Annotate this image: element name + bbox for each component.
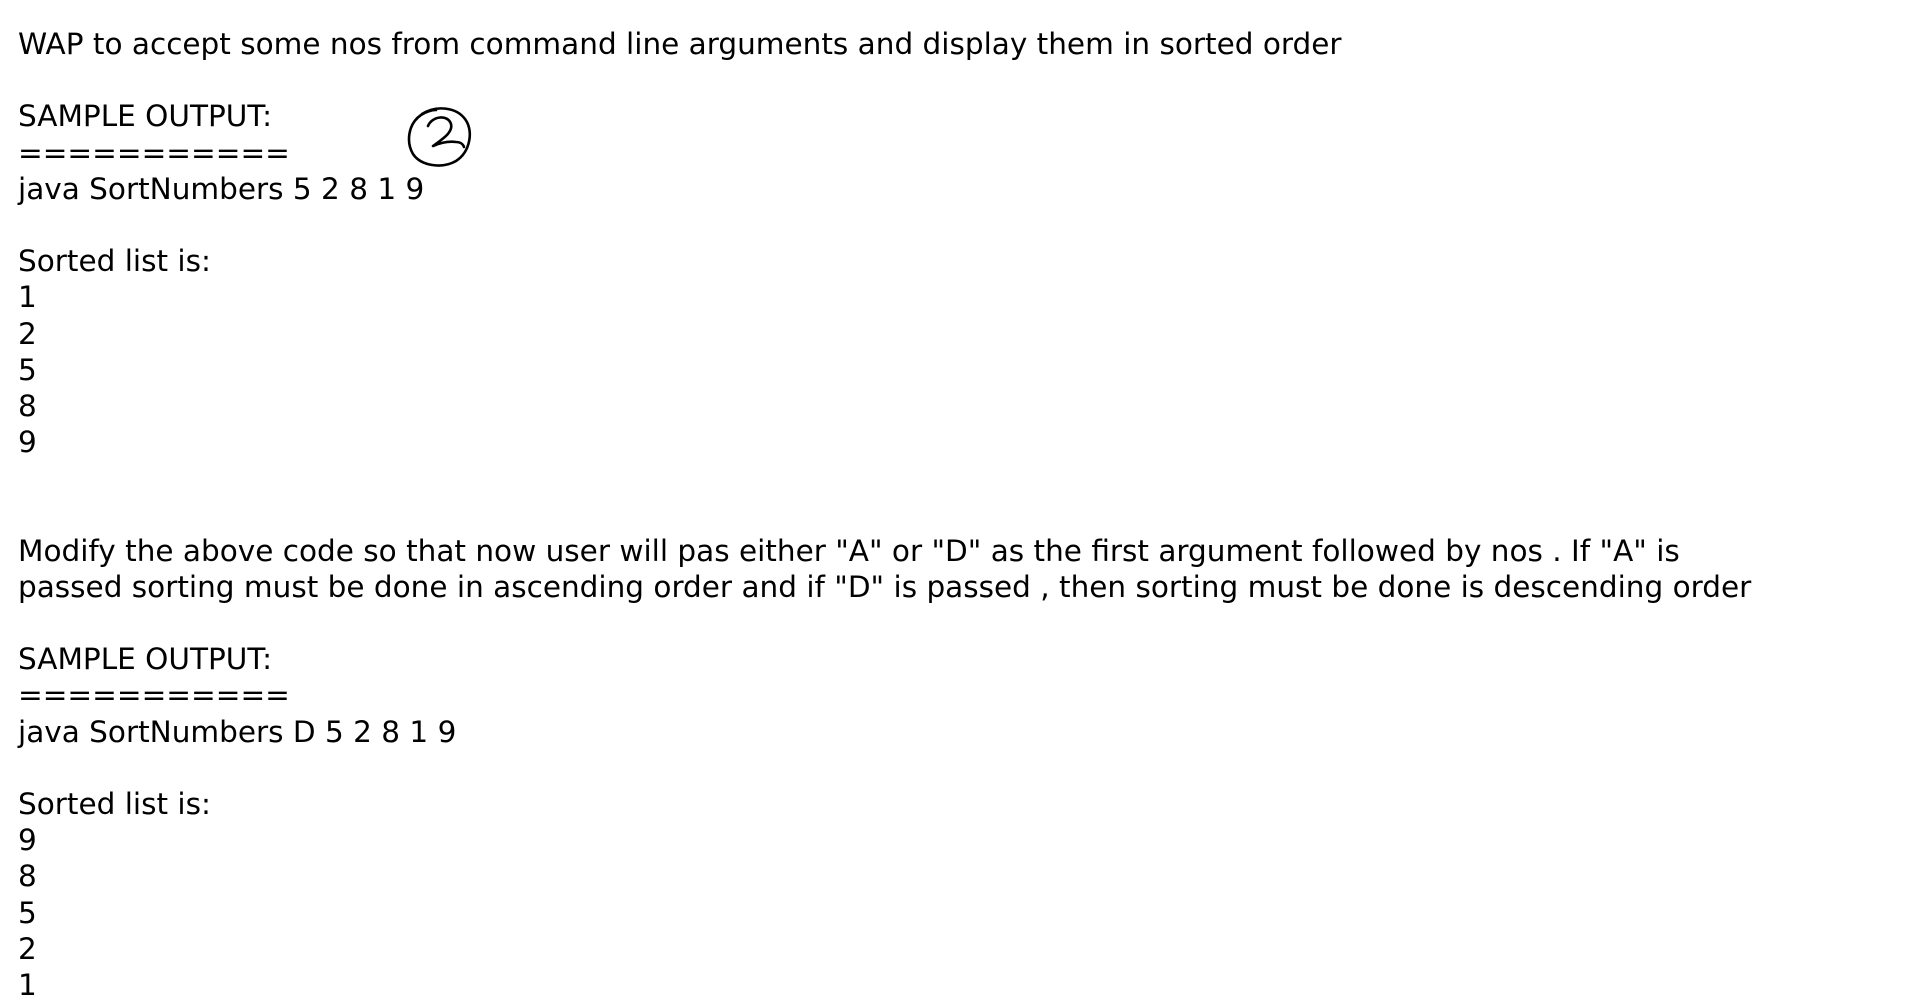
spacer — [18, 750, 1908, 786]
task2-result-item: 2 — [18, 931, 37, 966]
task1-result-item: 2 — [18, 316, 37, 351]
task2-command: java SortNumbers D 5 2 8 1 9 — [18, 714, 457, 749]
document-body — [18, 26, 1908, 1003]
task1-sample-heading: SAMPLE OUTPUT: — [18, 99, 273, 134]
task2-result-item: 8 — [18, 859, 37, 894]
task2-result-item: 5 — [18, 895, 37, 930]
handwritten-digit-two — [428, 117, 464, 147]
task2-sample-heading: SAMPLE OUTPUT: — [18, 642, 273, 677]
task2-result-heading: Sorted list is: — [18, 786, 211, 821]
spacer — [18, 605, 1908, 641]
task1-result-item: 1 — [18, 280, 37, 315]
spacer — [18, 62, 1908, 98]
spacer — [18, 460, 1908, 496]
task2-separator: =========== — [18, 678, 290, 713]
task1-command: java SortNumbers 5 2 8 1 9 — [18, 171, 425, 206]
task1-result-item: 9 — [18, 425, 37, 460]
task1-result-heading: Sorted list is: — [18, 244, 211, 279]
task2-question-line1: Modify the above code so that now user will pas either "A" or "D" as the first argument followed by nos . If "A" is — [18, 533, 1680, 568]
task1-question: WAP to accept some nos from command line arguments and display them in sorted order — [18, 27, 1342, 61]
task2-result-item: 9 — [18, 823, 37, 858]
spacer — [18, 496, 1908, 532]
spacer — [18, 207, 1908, 243]
handwritten-circled-number — [406, 104, 474, 170]
task2-result-item: 1 — [18, 967, 37, 1002]
task1-result-item: 8 — [18, 388, 37, 423]
task1-separator: =========== — [18, 135, 290, 170]
task1-result-item: 5 — [18, 352, 37, 387]
task2-question-line2: passed sorting must be done in ascending order and if "D" is passed , then sorting must be done is descending order — [18, 569, 1752, 604]
